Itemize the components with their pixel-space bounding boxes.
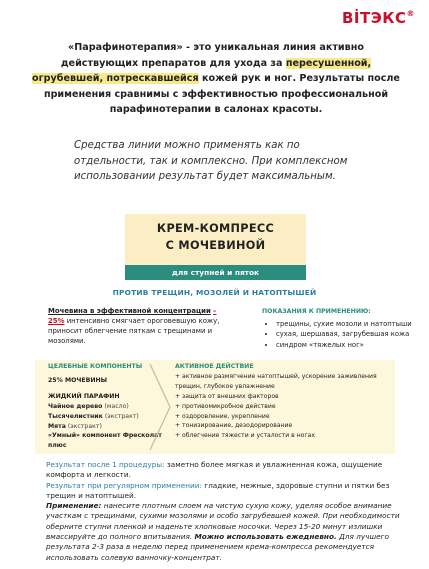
result-first: Результат после 1 процедуры: заметно более мягкая и увлажненная кожа, ощущение комфорта и легкости. bbox=[46, 460, 383, 480]
action-heading: АКТИВНОЕ ДЕЙСТВИЕ bbox=[175, 363, 254, 370]
indications-heading: ПОКАЗАНИЯ К ПРИМЕНЕНИЮ: bbox=[262, 308, 371, 315]
indications bbox=[262, 307, 412, 350]
component-item: Чайное дерево (масло) bbox=[48, 402, 129, 410]
indication-item: • трещины, сухие мозоли и натоптыши bbox=[276, 319, 412, 330]
component-item: Тысячелистник (экстракт) bbox=[48, 412, 139, 420]
product-subtitle: ПРОТИВ ТРЕЩИН, МОЗОЛЕЙ И НАТОПТЫШЕЙ bbox=[112, 288, 317, 297]
usage-note: Средства линии можно применять как по отдельности, так и комплексно. При комплексном использовании результат будет максимальным. bbox=[74, 140, 348, 182]
component-item: Мята (экстракт) bbox=[48, 422, 102, 430]
action-item: + тонизирование, дезодорирование bbox=[175, 422, 293, 430]
action-item: + оздоровление, укрепление bbox=[175, 412, 270, 420]
indication-item: • синдром «тяжелых ног» bbox=[276, 340, 412, 351]
indication-item: • сухая, шершавая, загрубевшая кожа bbox=[276, 329, 412, 340]
product-band: для ступней и пяток bbox=[125, 265, 306, 280]
component-urea: 25% МОЧЕВИНЫ bbox=[48, 376, 108, 384]
brand-logo: ВİТЭКС® bbox=[341, 9, 415, 27]
action-item: + противомикробное действие bbox=[175, 402, 276, 410]
application-instructions: Применение: нанесите плотным слоем на чистую сухую кожу, уделяя особое внимание участкам с трещинами, сухими мозолями и особо загрубевшей кожей. При необходимости оберните ступни пленкой и наденьте хлопковые носочки. Через 15-20 минут излишки вмассируйте до полного впитывания. Можно использовать ежедневно. Для лучшего результата 2-3 раза в неделю перед применением крема-компресса рекомендуется использовать солевую ванночку-концентрат. bbox=[46, 501, 400, 562]
action-item: + активное размягчение натоптышей, ускорение заживления трещин, глубокое увлажнение bbox=[175, 372, 377, 390]
action-list bbox=[175, 362, 400, 441]
result-regular: Результат при регулярном применении: гладкие, нежные, здоровые ступни и пятки без трещин и натоптышей. bbox=[46, 480, 390, 500]
intro-paragraph: «Парафинотерапия» - это уникальная линия активно действующих препаратов для ухода за пересушенной, огрубевшей, потрескавшейся кожей рук и ног. Результаты после применения сравнимы с эффективностью профессиональной парафинотерапии в салонах красоты. bbox=[32, 42, 400, 115]
results-section bbox=[46, 460, 401, 563]
action-item: + облегчение тяжести и усталости в ногах bbox=[175, 432, 315, 440]
component-paraffin: ЖИДКИЙ ПАРАФИН bbox=[48, 392, 120, 400]
arrow-icon bbox=[148, 362, 172, 452]
action-item: + защита от внешних факторов bbox=[175, 392, 279, 400]
components-heading: ЦЕЛЕБНЫЕ КОМПОНЕНТЫ bbox=[48, 363, 143, 370]
component-item: «Умный» компонент Фресколат плюс bbox=[48, 432, 162, 450]
concentration-text: Мочевина в эффективной концентрации – 25% интенсивно смягчает ороговевшую кожу, приносит облегчение пяткам с трещинами и мозолями. bbox=[48, 307, 220, 345]
highlighted-text: пересушенной, огрубевшей, потрескавшейся bbox=[32, 57, 372, 84]
product-title: КРЕМ-КОМПРЕСС С МОЧЕВИНОЙ bbox=[156, 222, 275, 252]
